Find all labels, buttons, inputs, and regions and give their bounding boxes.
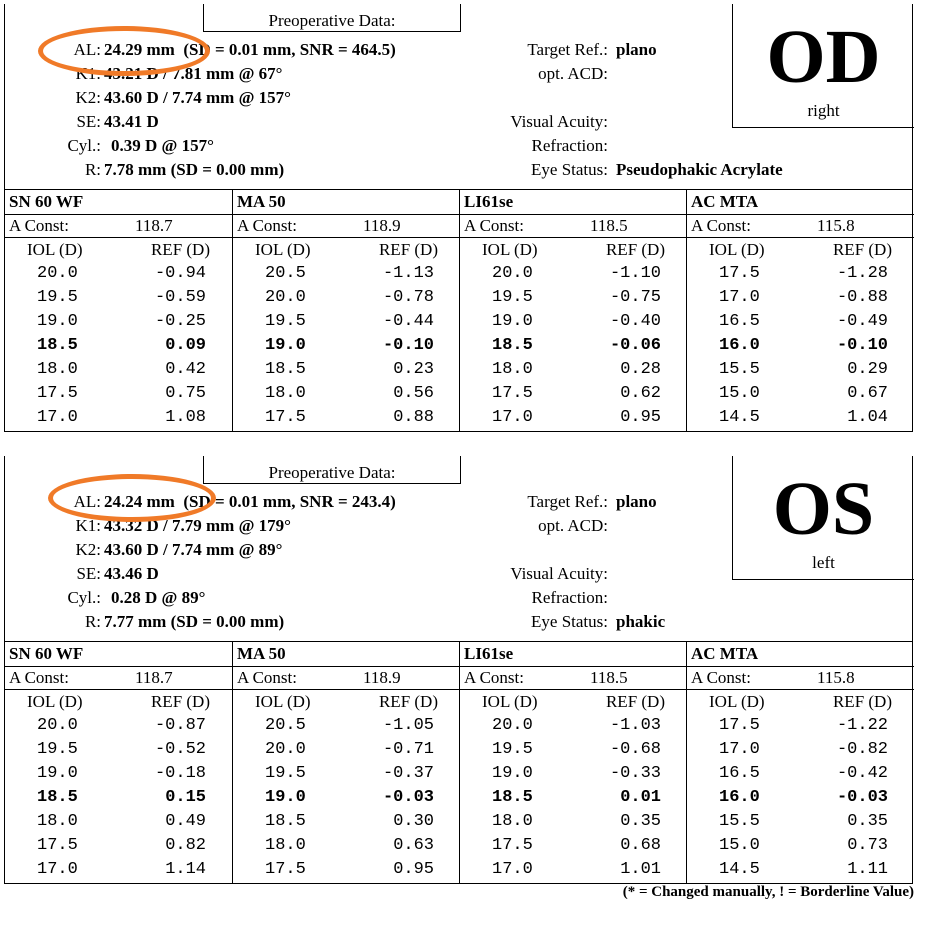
od-eye-box <box>732 4 914 128</box>
os-panel <box>4 456 913 884</box>
od-eye-status-value: Pseudophakic Acrylate <box>616 160 783 179</box>
table-row <box>5 714 232 738</box>
os-al-values <box>104 491 396 513</box>
od-se-label: SE: <box>76 112 101 131</box>
iol-value: 19.0 <box>492 312 533 331</box>
table-row <box>233 406 460 430</box>
od-r-value: 7.78 mm (SD = 0.00 mm) <box>104 160 285 179</box>
ref-value: 0.23 <box>393 360 434 379</box>
ref-value: -0.44 <box>382 312 434 331</box>
ref-value: -1.13 <box>382 264 434 283</box>
ref-value: -0.94 <box>154 264 206 283</box>
iol-value: 20.0 <box>37 264 78 283</box>
ref-value: -0.68 <box>609 740 661 759</box>
ref-value: 0.01 <box>620 788 661 807</box>
aconst-label: A Const: <box>237 216 297 235</box>
ref-value: -0.59 <box>154 288 206 307</box>
aconst-value: 118.7 <box>135 668 173 687</box>
ref-value: -1.05 <box>382 716 434 735</box>
aconst-value: 118.7 <box>135 216 173 235</box>
ref-value: 0.28 <box>620 360 661 379</box>
ref-value: -0.10 <box>382 336 434 355</box>
ref-value: -0.10 <box>836 336 888 355</box>
iol-value: 17.5 <box>492 384 533 403</box>
table-row <box>5 310 232 334</box>
iol-value: 20.0 <box>492 716 533 735</box>
iol-value: 17.0 <box>37 408 78 427</box>
od-refraction-label: Refraction: <box>531 136 608 155</box>
ref-value: 1.08 <box>165 408 206 427</box>
table-row <box>5 762 232 786</box>
table-row <box>687 286 914 310</box>
iol-value: 18.0 <box>37 812 78 831</box>
iol-value: 17.5 <box>37 384 78 403</box>
iol-value: 17.5 <box>492 836 533 855</box>
lens-name: MA 50 <box>237 644 286 663</box>
ref-value: 0.30 <box>393 812 434 831</box>
ref-value: 0.49 <box>165 812 206 831</box>
lens-divider <box>233 237 460 238</box>
table-row <box>5 358 232 382</box>
od-lens-column <box>5 190 232 431</box>
table-row <box>687 786 914 810</box>
od-lens-grid <box>4 190 913 432</box>
os-cyl-label: Cyl.: <box>67 588 101 607</box>
od-cyl-label: Cyl.: <box>67 136 101 155</box>
table-row <box>233 310 460 334</box>
aconst-label: A Const: <box>237 668 297 687</box>
iol-header: IOL (D) <box>27 240 83 259</box>
table-row <box>460 358 687 382</box>
os-eye-side: left <box>812 553 835 572</box>
iol-value: 15.5 <box>719 360 760 379</box>
lens-divider <box>460 237 687 238</box>
aconst-label: A Const: <box>9 668 69 687</box>
iol-value: 19.0 <box>492 764 533 783</box>
os-target-ref-value: plano <box>616 492 657 511</box>
os-al-label: AL: <box>73 492 101 511</box>
os-al-row <box>5 491 101 513</box>
iol-value: 20.0 <box>265 288 306 307</box>
table-row <box>233 262 460 286</box>
ref-value: -0.87 <box>154 716 206 735</box>
iol-header: IOL (D) <box>27 692 83 711</box>
os-r-label: R: <box>84 612 101 631</box>
iol-value: 17.5 <box>265 860 306 879</box>
os-eye-code: OS <box>772 467 875 551</box>
ref-value: 1.14 <box>165 860 206 879</box>
iol-value: 18.5 <box>492 788 533 807</box>
iol-value: 15.5 <box>719 812 760 831</box>
iol-value: 18.0 <box>265 384 306 403</box>
iol-value: 19.0 <box>37 312 78 331</box>
aconst-value: 118.5 <box>590 216 628 235</box>
os-k2-label: K2: <box>75 540 101 559</box>
ref-value: 0.42 <box>165 360 206 379</box>
ref-header: REF (D) <box>605 692 665 711</box>
iol-value: 19.5 <box>492 740 533 759</box>
iol-value: 15.0 <box>719 384 760 403</box>
ref-value: -0.49 <box>836 312 888 331</box>
os-k2-value: 43.60 D / 7.74 mm @ 89° <box>104 540 283 559</box>
os-lens-grid <box>4 642 913 884</box>
table-row <box>687 310 914 334</box>
iol-value: 17.0 <box>492 408 533 427</box>
iol-value: 17.5 <box>719 264 760 283</box>
od-se-value: 43.41 D <box>104 112 159 131</box>
iol-value: 19.5 <box>37 740 78 759</box>
iol-value: 18.5 <box>37 336 78 355</box>
iol-value: 18.5 <box>37 788 78 807</box>
od-preop-title: Preoperative Data: <box>203 4 461 32</box>
ref-value: 0.95 <box>393 860 434 879</box>
iol-value: 19.5 <box>265 312 306 331</box>
os-se-value: 43.46 D <box>104 564 159 583</box>
lens-name: MA 50 <box>237 192 286 211</box>
table-row <box>460 858 687 882</box>
iol-value: 16.5 <box>719 764 760 783</box>
aconst-label: A Const: <box>9 216 69 235</box>
os-preop-box <box>4 456 913 642</box>
od-target-ref-label: Target Ref.: <box>527 40 608 59</box>
iol-value: 16.0 <box>719 788 760 807</box>
ref-value: 0.29 <box>847 360 888 379</box>
od-al-extra: (SD = 0.01 mm, SNR = 464.5) <box>183 40 396 59</box>
iol-header: IOL (D) <box>255 240 311 259</box>
iol-value: 18.0 <box>492 360 533 379</box>
iol-value: 14.5 <box>719 408 760 427</box>
lens-divider <box>687 237 914 238</box>
os-al-extra: (SD = 0.01 mm, SNR = 243.4) <box>183 492 396 511</box>
table-row <box>460 762 687 786</box>
iol-value: 19.0 <box>265 788 306 807</box>
os-refraction-label: Refraction: <box>531 588 608 607</box>
ref-header: REF (D) <box>150 692 210 711</box>
os-se-label: SE: <box>76 564 101 583</box>
ref-value: 0.75 <box>165 384 206 403</box>
ref-value: 0.68 <box>620 836 661 855</box>
table-row <box>233 714 460 738</box>
ref-value: 0.62 <box>620 384 661 403</box>
od-preop-box <box>4 4 913 190</box>
ref-value: 1.04 <box>847 408 888 427</box>
ref-value: 0.56 <box>393 384 434 403</box>
iol-value: 17.0 <box>719 740 760 759</box>
iol-value: 20.0 <box>492 264 533 283</box>
lens-divider <box>460 689 687 690</box>
table-row <box>460 262 687 286</box>
table-row <box>687 762 914 786</box>
iol-value: 19.5 <box>37 288 78 307</box>
ref-value: 0.35 <box>620 812 661 831</box>
os-r-value: 7.77 mm (SD = 0.00 mm) <box>104 612 285 631</box>
table-row <box>460 738 687 762</box>
iol-header: IOL (D) <box>482 692 538 711</box>
aconst-value: 115.8 <box>817 668 855 687</box>
od-k1-value: 43.21 D / 7.81 mm @ 67° <box>104 64 283 83</box>
lens-name: SN 60 WF <box>9 644 84 663</box>
table-row <box>460 334 687 358</box>
od-opt-acd-label: opt. ACD: <box>538 64 608 83</box>
od-lens-column <box>686 190 914 431</box>
iol-value: 18.5 <box>265 360 306 379</box>
table-row <box>5 286 232 310</box>
od-eye-status-label: Eye Status: <box>531 160 608 179</box>
os-eye-status-label: Eye Status: <box>531 612 608 631</box>
table-row <box>687 262 914 286</box>
os-cyl-value: 0.28 D @ 89° <box>111 588 206 607</box>
od-eye-side: right <box>807 101 840 120</box>
od-al-value: 24.29 mm <box>104 40 175 59</box>
table-row <box>687 738 914 762</box>
od-k1-label: K1: <box>75 64 101 83</box>
od-k2-label: K2: <box>75 88 101 107</box>
od-lens-column <box>232 190 460 431</box>
iol-value: 17.5 <box>719 716 760 735</box>
aconst-value: 115.8 <box>817 216 855 235</box>
table-row <box>460 406 687 430</box>
ref-value: -0.75 <box>609 288 661 307</box>
ref-value: -0.82 <box>836 740 888 759</box>
ref-value: 0.63 <box>393 836 434 855</box>
os-eye-box <box>732 456 914 580</box>
ref-value: 0.95 <box>620 408 661 427</box>
table-row <box>5 406 232 430</box>
iol-header: IOL (D) <box>709 692 765 711</box>
ref-value: -0.71 <box>382 740 434 759</box>
table-row <box>687 834 914 858</box>
table-row <box>233 334 460 358</box>
lens-name: SN 60 WF <box>9 192 84 211</box>
ref-value: -0.42 <box>836 764 888 783</box>
od-visual-acuity-label: Visual Acuity: <box>510 112 608 131</box>
iol-value: 18.5 <box>265 812 306 831</box>
od-panel <box>4 4 913 432</box>
table-row <box>5 382 232 406</box>
iol-value: 18.0 <box>492 812 533 831</box>
ref-value: -0.03 <box>382 788 434 807</box>
iol-value: 16.0 <box>719 336 760 355</box>
table-row <box>460 714 687 738</box>
lens-name: LI61se <box>464 192 514 211</box>
lens-name: LI61se <box>464 644 514 663</box>
iol-value: 17.5 <box>265 408 306 427</box>
table-row <box>5 786 232 810</box>
table-row <box>460 786 687 810</box>
ref-value: 0.15 <box>165 788 206 807</box>
od-cyl-value: 0.39 D @ 157° <box>111 136 214 155</box>
table-row <box>233 786 460 810</box>
os-lens-column <box>232 642 460 883</box>
lens-divider <box>687 689 914 690</box>
ref-header: REF (D) <box>832 692 892 711</box>
iol-value: 20.0 <box>265 740 306 759</box>
lens-divider <box>233 689 460 690</box>
iol-value: 19.5 <box>492 288 533 307</box>
aconst-value: 118.9 <box>363 668 401 687</box>
table-row <box>233 810 460 834</box>
ref-header: REF (D) <box>150 240 210 259</box>
od-al-row <box>5 39 101 61</box>
table-row <box>460 310 687 334</box>
table-row <box>233 834 460 858</box>
table-row <box>687 382 914 406</box>
ref-header: REF (D) <box>832 240 892 259</box>
table-row <box>5 738 232 762</box>
ref-header: REF (D) <box>605 240 665 259</box>
ref-value: 0.35 <box>847 812 888 831</box>
iol-value: 19.0 <box>265 336 306 355</box>
table-row <box>687 334 914 358</box>
aconst-value: 118.9 <box>363 216 401 235</box>
table-row <box>5 810 232 834</box>
od-r-label: R: <box>84 160 101 179</box>
table-row <box>233 358 460 382</box>
iol-value: 17.0 <box>719 288 760 307</box>
ref-value: 0.09 <box>165 336 206 355</box>
iol-value: 17.0 <box>37 860 78 879</box>
iol-value: 20.5 <box>265 716 306 735</box>
od-lens-column <box>459 190 687 431</box>
iol-value: 20.0 <box>37 716 78 735</box>
table-row <box>687 714 914 738</box>
iol-value: 15.0 <box>719 836 760 855</box>
ref-value: -0.18 <box>154 764 206 783</box>
od-al-label: AL: <box>73 40 101 59</box>
lens-name: AC MTA <box>691 644 759 663</box>
ref-value: -0.88 <box>836 288 888 307</box>
iol-header: IOL (D) <box>255 692 311 711</box>
iol-value: 19.0 <box>37 764 78 783</box>
ref-value: 0.73 <box>847 836 888 855</box>
ref-value: -1.03 <box>609 716 661 735</box>
iol-value: 19.5 <box>265 764 306 783</box>
os-preop-title: Preoperative Data: <box>203 456 461 484</box>
table-row <box>687 358 914 382</box>
os-eye-status-value: phakic <box>616 612 666 631</box>
aconst-value: 118.5 <box>590 668 628 687</box>
table-row <box>5 334 232 358</box>
ref-value: -1.28 <box>836 264 888 283</box>
iol-value: 18.0 <box>37 360 78 379</box>
iol-value: 16.5 <box>719 312 760 331</box>
table-row <box>233 762 460 786</box>
os-visual-acuity-label: Visual Acuity: <box>510 564 608 583</box>
ref-value: 1.11 <box>847 860 888 879</box>
os-al-value: 24.24 mm <box>104 492 175 511</box>
ref-value: -0.78 <box>382 288 434 307</box>
ref-value: -0.33 <box>609 764 661 783</box>
iol-value: 20.5 <box>265 264 306 283</box>
ref-value: 0.88 <box>393 408 434 427</box>
iol-value: 18.0 <box>265 836 306 855</box>
lens-divider <box>5 689 232 690</box>
aconst-label: A Const: <box>464 668 524 687</box>
table-row <box>687 406 914 430</box>
os-k1-value: 43.32 D / 7.79 mm @ 179° <box>104 516 291 535</box>
iol-value: 17.5 <box>37 836 78 855</box>
table-row <box>5 262 232 286</box>
ref-value: -0.03 <box>836 788 888 807</box>
ref-header: REF (D) <box>378 692 438 711</box>
table-row <box>687 858 914 882</box>
iol-header: IOL (D) <box>709 240 765 259</box>
table-row <box>687 810 914 834</box>
ref-value: -0.37 <box>382 764 434 783</box>
os-lens-column <box>459 642 687 883</box>
iol-value: 14.5 <box>719 860 760 879</box>
aconst-label: A Const: <box>691 668 751 687</box>
table-row <box>233 286 460 310</box>
od-eye-code: OD <box>766 15 881 99</box>
table-row <box>460 834 687 858</box>
table-row <box>233 738 460 762</box>
od-target-ref-value: plano <box>616 40 657 59</box>
lens-divider <box>5 237 232 238</box>
ref-value: -1.22 <box>836 716 888 735</box>
od-k2-value: 43.60 D / 7.74 mm @ 157° <box>104 88 291 107</box>
aconst-label: A Const: <box>691 216 751 235</box>
table-row <box>5 834 232 858</box>
iol-value: 17.0 <box>492 860 533 879</box>
os-lens-column <box>5 642 232 883</box>
os-target-ref-label: Target Ref.: <box>527 492 608 511</box>
ref-value: -0.40 <box>609 312 661 331</box>
table-row <box>233 382 460 406</box>
ref-value: 0.67 <box>847 384 888 403</box>
iol-header: IOL (D) <box>482 240 538 259</box>
table-row <box>460 286 687 310</box>
iol-value: 18.5 <box>492 336 533 355</box>
footnote: (* = Changed manually, ! = Borderline Value) <box>622 884 914 900</box>
os-opt-acd-label: opt. ACD: <box>538 516 608 535</box>
ref-value: 0.82 <box>165 836 206 855</box>
aconst-label: A Const: <box>464 216 524 235</box>
ref-value: -0.52 <box>154 740 206 759</box>
table-row <box>233 858 460 882</box>
table-row <box>5 858 232 882</box>
ref-header: REF (D) <box>378 240 438 259</box>
od-al-values <box>104 39 396 61</box>
ref-value: -0.25 <box>154 312 206 331</box>
os-k1-label: K1: <box>75 516 101 535</box>
table-row <box>460 810 687 834</box>
ref-value: 1.01 <box>620 860 661 879</box>
ref-value: -0.06 <box>609 336 661 355</box>
os-lens-column <box>686 642 914 883</box>
ref-value: -1.10 <box>609 264 661 283</box>
lens-name: AC MTA <box>691 192 759 211</box>
table-row <box>460 382 687 406</box>
